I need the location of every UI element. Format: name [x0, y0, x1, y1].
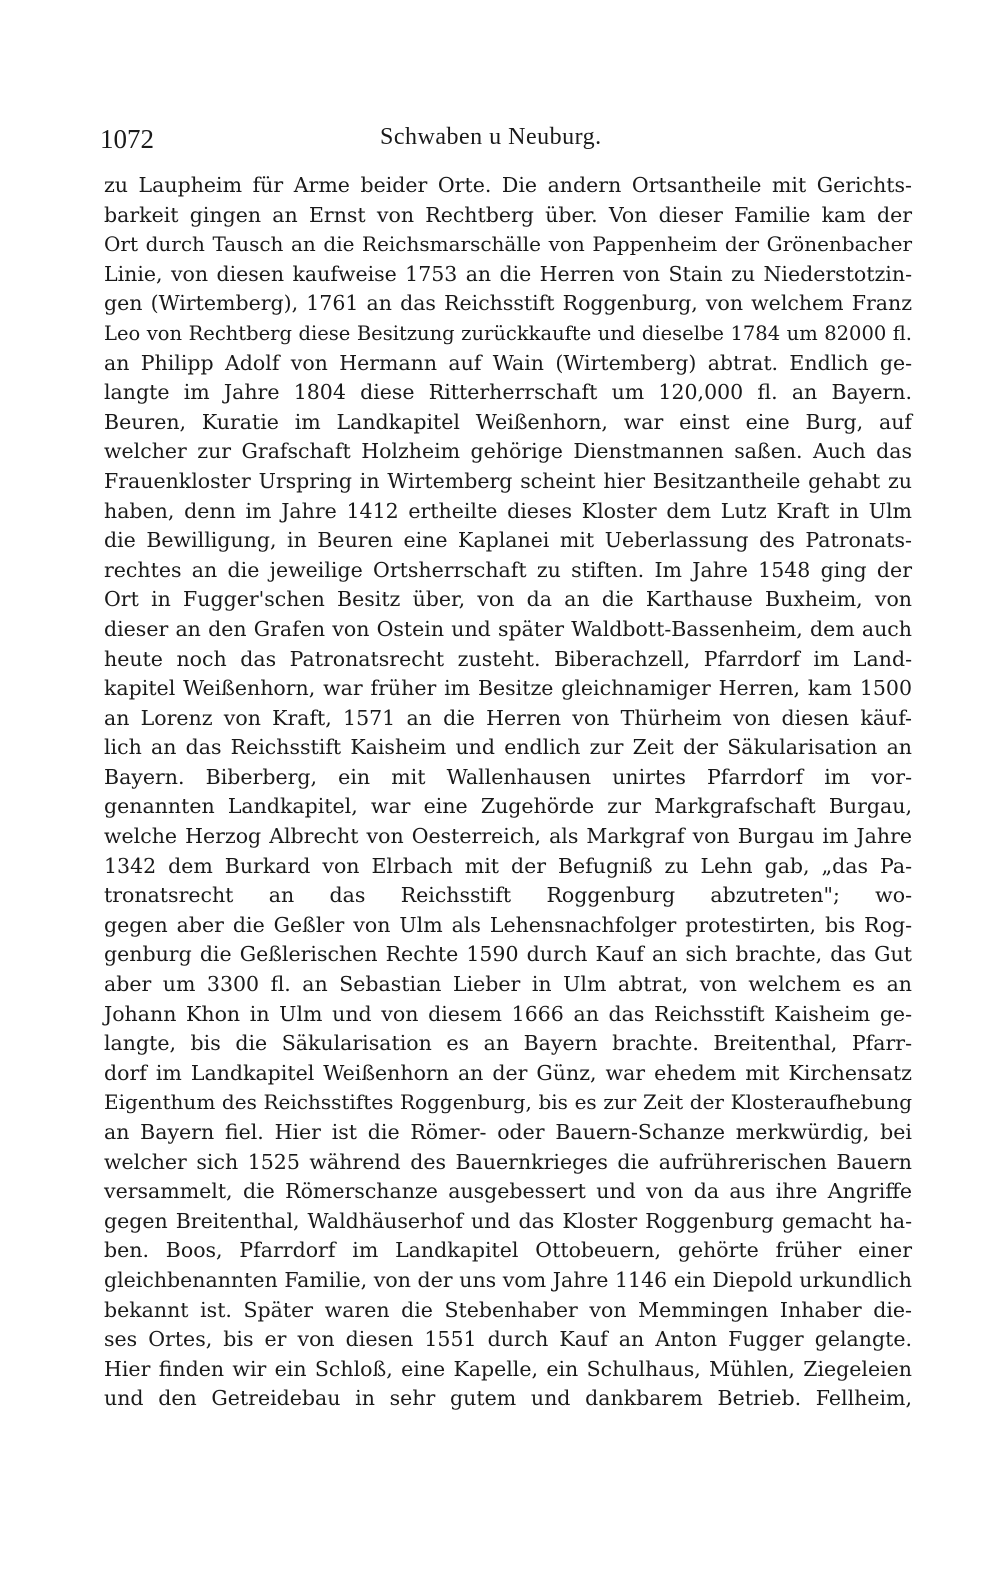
text-line: gegen aber die Geßler von Ulm als Lehensnachfolger protestirten, bis Rog-: [104, 912, 912, 937]
text-line: dorf im Landkapitel Weißenhorn an der Günz, war ehedem mit Kirchensatz: [104, 1060, 912, 1085]
text-line: gen (Wirtemberg), 1761 an das Reichsstift Roggenburg, von welchem Franz: [104, 291, 912, 316]
text-line: gegen Breitenthal, Waldhäuserhof und das Kloster Roggenburg gemacht ha-: [104, 1208, 912, 1233]
text-line: Linie, von diesen kaufweise 1753 an die Herren von Stain zu Niederstotzin-: [104, 261, 912, 286]
text-line: Beuren, Kuratie im Landkapitel Weißenhorn, war einst eine Burg, auf: [104, 409, 912, 434]
text-line: genburg die Geßlerischen Rechte 1590 durch Kauf an sich brachte, das Gut: [104, 942, 912, 967]
text-line: welcher zur Grafschaft Holzheim gehörige Dienstmannen saßen. Auch das: [104, 439, 912, 464]
text-line: die Bewilligung, in Beuren eine Kaplanei mit Ueberlassung des Patronats-: [104, 528, 912, 553]
text-line: Hier finden wir ein Schloß, eine Kapelle, ein Schulhaus, Mühlen, Ziegeleien: [104, 1356, 912, 1381]
text-line: genannten Landkapitel, war eine Zugehörde zur Markgrafschaft Burgau,: [104, 794, 912, 819]
text-line: langte, bis die Säkularisation es an Bayern brachte. Breitenthal, Pfarr-: [104, 1031, 912, 1056]
text-line: Ort durch Tausch an die Reichsmarschälle von Pappenheim der Grönenbacher: [104, 232, 912, 257]
text-line: aber um 3300 fl. an Sebastian Lieber in Ulm abtrat, von welchem es an: [104, 972, 912, 997]
text-line: welche Herzog Albrecht von Oesterreich, als Markgraf von Burgau im Jahre: [104, 824, 912, 849]
text-line: Leo von Rechtberg diese Besitzung zurückkaufte und dieselbe 1784 um 82000 fl.: [104, 321, 912, 345]
text-line: barkeit gingen an Ernst von Rechtberg über. Von dieser Familie kam der: [104, 202, 912, 227]
text-line: Eigenthum des Reichsstiftes Roggenburg, bis es zur Zeit der Klosteraufhebung: [104, 1090, 912, 1115]
text-line: Johann Khon in Ulm und von diesem 1666 an das Reichsstift Kaisheim ge-: [104, 1001, 912, 1026]
text-line: versammelt, die Römerschanze ausgebessert und von da aus ihre Angriffe: [104, 1179, 912, 1204]
text-line: langte im Jahre 1804 diese Ritterherrschaft um 120,000 fl. an Bayern.: [104, 380, 912, 405]
body-text: [104, 171, 912, 1414]
page-number: 1072: [100, 124, 154, 154]
text-line: heute noch das Patronatsrecht zusteht. Biberachzell, Pfarrdorf im Land-: [104, 646, 912, 671]
text-line: 1342 dem Burkard von Elrbach mit der Befugniß zu Lehn gab, „das Pa-: [104, 853, 912, 878]
text-line: tronatsrecht an das Reichsstift Roggenburg abzutreten"; wo-: [104, 883, 912, 908]
text-line: ses Ortes, bis er von diesen 1551 durch Kauf an Anton Fugger gelangte.: [104, 1327, 912, 1352]
text-line: Bayern. Biberberg, ein mit Wallenhausen unirtes Pfarrdorf im vor-: [104, 764, 912, 789]
text-line: rechtes an die jeweilige Ortsherrschaft zu stiften. Im Jahre 1548 ging der: [104, 557, 912, 582]
text-line: haben, denn im Jahre 1412 ertheilte dieses Kloster dem Lutz Kraft in Ulm: [104, 498, 912, 523]
text-line: dieser an den Grafen von Ostein und später Waldbott-Bassenheim, dem auch: [104, 616, 912, 641]
text-line: Frauenkloster Urspring in Wirtemberg scheint hier Besitzantheile gehabt zu: [104, 468, 912, 493]
text-line: Ort in Fugger'schen Besitz über, von da an die Karthause Buxheim, von: [104, 587, 912, 612]
text-line: kapitel Weißenhorn, war früher im Besitze gleichnamiger Herren, kam 1500: [104, 676, 912, 701]
text-line: an Philipp Adolf von Hermann auf Wain (Wirtemberg) abtrat. Endlich ge-: [104, 350, 912, 375]
text-line: lich an das Reichsstift Kaisheim und endlich zur Zeit der Säkularisation an: [104, 735, 912, 760]
text-line: welcher sich 1525 während des Bauernkrieges die aufrührerischen Bauern: [104, 1149, 912, 1174]
text-line: gleichbenannten Familie, von der uns vom Jahre 1146 ein Diepold urkundlich: [104, 1267, 912, 1292]
text-line: an Lorenz von Kraft, 1571 an die Herren von Thürheim von diesen käuf-: [104, 705, 912, 730]
text-line: zu Laupheim für Arme beider Orte. Die andern Ortsantheile mit Gerichts-: [104, 173, 912, 197]
running-head: Schwaben u Neuburg.: [380, 124, 602, 150]
text-line: bekannt ist. Später waren die Stebenhaber von Memmingen Inhaber die-: [104, 1297, 912, 1322]
text-line: und den Getreidebau in sehr gutem und dankbarem Betrieb. Fellheim,: [104, 1386, 912, 1411]
text-line: an Bayern fiel. Hier ist die Römer- oder Bauern-Schanze merkwürdig, bei: [104, 1120, 912, 1144]
text-line: ben. Boos, Pfarrdorf im Landkapitel Ottobeuern, gehörte früher einer: [104, 1238, 912, 1263]
